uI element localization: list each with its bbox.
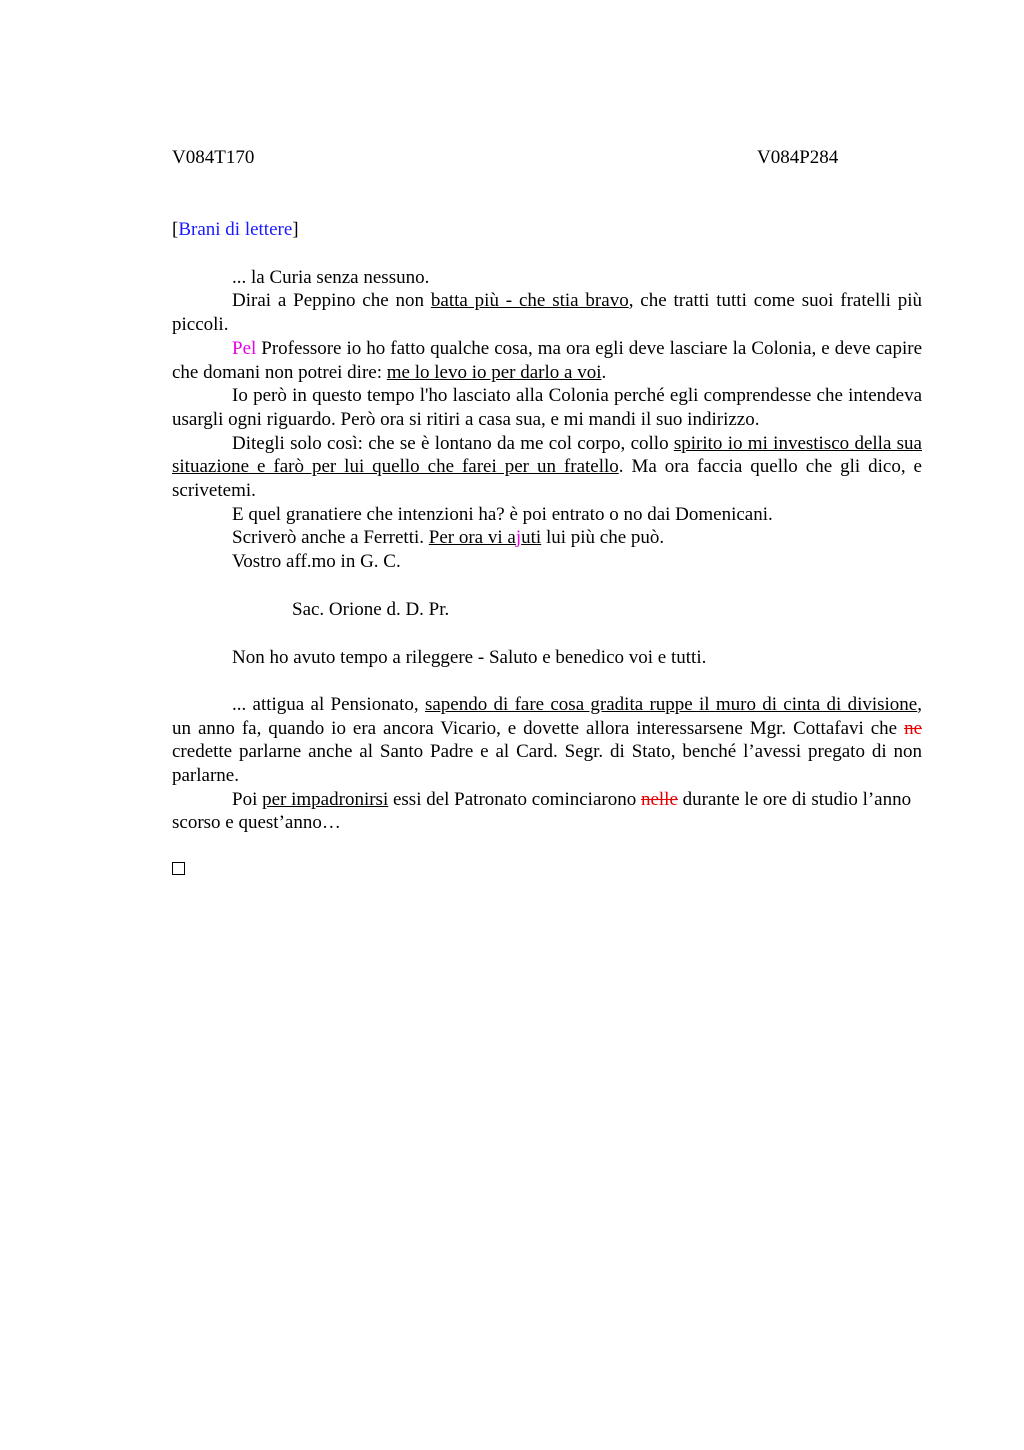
underlined-text: me lo levo io per darlo a voi (386, 361, 602, 383)
heading-close-bracket: ] (292, 219, 299, 240)
text-run: ... attigua al Pensionato, (232, 693, 425, 715)
document-code-right: V084P284 (757, 147, 839, 168)
underlined-text: batta più - che stia bravo (430, 290, 629, 312)
paragraph (172, 289, 922, 336)
text-run: Professore io ho fatto qualche cosa, ma ora egli deve lasciare la Colonia, e deve capire che domani non potrei dire: (172, 337, 922, 383)
text-run: Scriverò anche a Ferretti. (232, 527, 429, 549)
paragraph (172, 526, 922, 550)
checkbox-square-icon (172, 862, 185, 875)
spacer (172, 669, 922, 693)
text-run: Dirai a Peppino che non (232, 290, 431, 312)
paragraph: ... la Curia senza nessuno. (232, 266, 430, 288)
section-heading (172, 218, 922, 242)
text-run: , che tratti tutti come suoi fratelli più piccoli. (172, 290, 923, 336)
text-run: durante le ore di studio l’anno scorso e quest’anno… (172, 788, 912, 834)
letter-fragment-2 (172, 693, 922, 835)
text-run: . Ma ora faccia quello che gli dico, e scrivetemi. (172, 456, 922, 502)
postscript: Non ho avuto tempo a rileggere - Saluto e benedico voi e tutti. (232, 646, 707, 668)
inserted-text: j (515, 527, 522, 549)
underlined-text: Per ora vi a (428, 527, 516, 549)
paragraph (172, 337, 922, 384)
text-run: , un anno fa, quando io era ancora Vicario, e dovette allora interessarsene Mgr. Cottafavi che (172, 693, 922, 739)
signature: Sac. Orione d. D. Pr. (292, 598, 450, 620)
paragraph: Io però in questo tempo l'ho lasciato alla Colonia perché egli comprendesse che intendeva usargli ogni riguardo. Però ora si ritiri a casa sua, e mi mandi il suo indirizzo. (172, 385, 922, 430)
underlined-text: per impadronirsi (262, 788, 389, 810)
paragraph (172, 432, 922, 503)
text-run: . (601, 361, 607, 383)
text-run: lui più che può. (541, 527, 665, 549)
heading-title: Brani di lettere (178, 219, 293, 240)
underlined-text: spirito io mi investisco della sua situazione e farò per lui quello che farei per un fratello (172, 432, 922, 478)
deleted-text: nelle (640, 788, 678, 810)
inserted-text: Pel (232, 337, 257, 359)
underlined-text: uti (521, 527, 542, 549)
text-run: Ditegli solo così: che se è lontano da me col corpo, collo (232, 432, 674, 454)
paragraph (172, 788, 922, 835)
text-run: Poi (232, 788, 263, 810)
document-body (172, 218, 922, 882)
underlined-text: sapendo di fare cosa gradita ruppe il muro di cinta di divisione (424, 693, 918, 715)
heading-open-bracket: [ (172, 219, 179, 240)
closing-line: Vostro aff.mo in G. C. (232, 551, 401, 573)
deleted-text: ne (904, 717, 922, 739)
paragraph (172, 693, 922, 788)
paragraph: E quel granatiere che intenzioni ha? è poi entrato o no dai Domenicani. (232, 503, 773, 525)
text-run: credette parlarne anche al Santo Padre e al Card. Segr. di Stato, benché l’avessi pregato di non parlarne. (172, 741, 922, 787)
document-code-left: V084T170 (172, 147, 255, 168)
letter-fragment-1 (172, 266, 922, 670)
end-marker (172, 835, 922, 882)
text-run: essi del Patronato cominciarono (388, 788, 641, 810)
